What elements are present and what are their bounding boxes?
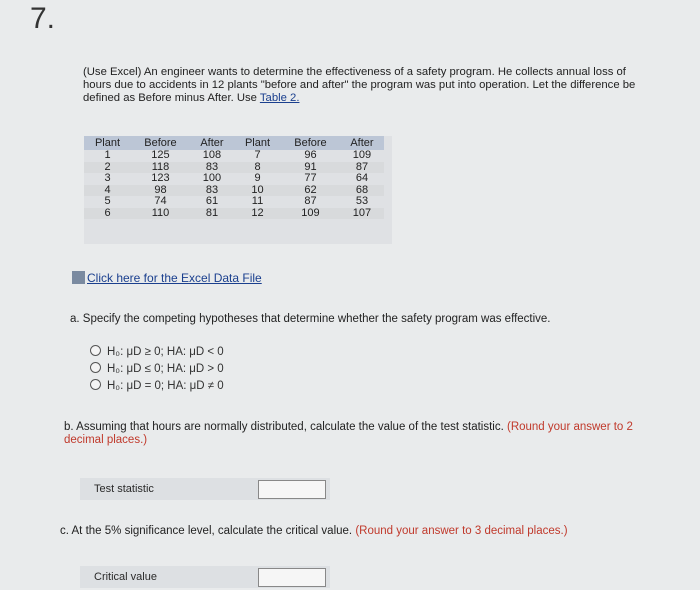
intro-text: (Use Excel) An engineer wants to determine the effectiveness of a safety program. He collects annual loss of hours due to accidents in 12 plants "before and after" the program was put into operation. Let the difference be defined as Before minus After. Use (83, 66, 636, 104)
table-cell: 108 (202, 149, 222, 161)
table-header-cell: Plant (84, 136, 131, 150)
table-cell: 109 (281, 208, 340, 220)
part-c-text: c. At the 5% significance level, calculate the critical value. (60, 525, 353, 537)
test-statistic-input[interactable] (258, 480, 326, 499)
table-cell: 87 (304, 195, 317, 207)
radio-button[interactable] (90, 345, 101, 356)
table-cell: 5 (104, 195, 111, 207)
hypothesis-option-2[interactable] (90, 362, 224, 375)
table-row (84, 185, 384, 197)
table-cell: 91 (281, 162, 340, 174)
table-cell: 77 (304, 172, 317, 184)
part-c-question (60, 525, 568, 537)
test-statistic-row (80, 478, 330, 500)
table-header-cell: Before (281, 136, 340, 150)
table-cell: 62 (281, 185, 340, 197)
radio-button[interactable] (90, 362, 101, 373)
excel-file-icon (72, 271, 85, 284)
test-statistic-label: Test statistic (94, 483, 154, 495)
table-link[interactable]: Table 2. (259, 92, 300, 104)
table-cell: 100 (202, 172, 222, 184)
part-b-text: b. Assuming that hours are normally distributed, calculate the value of the test statistic. (64, 421, 504, 433)
question-number: 7. (30, 2, 56, 35)
table-cell: 7 (254, 149, 261, 161)
table-cell: 11 (251, 195, 264, 207)
table-cell: 68 (340, 185, 384, 197)
table-header-cell: Before (131, 136, 190, 150)
table-cell: 110 (131, 208, 190, 220)
table-cell: 87 (340, 162, 384, 174)
critical-value-label: Critical value (94, 571, 157, 583)
part-b-question (64, 421, 634, 447)
table-cell: 98 (131, 185, 190, 197)
excel-link-label: Click here for the Excel Data File (87, 271, 262, 285)
table-cell: 123 (151, 172, 170, 184)
table-header-cell: After (190, 136, 234, 150)
hypothesis-option-1[interactable] (90, 345, 224, 358)
table-cell: 4 (84, 185, 131, 197)
table-cell: 83 (190, 162, 234, 174)
table-cell: 109 (352, 149, 372, 161)
table-row (84, 162, 384, 174)
table-cell: 83 (190, 185, 234, 197)
option-label: H₀: μD ≤ 0; HA: μD > 0 (107, 363, 224, 375)
table-cell: 10 (234, 185, 281, 197)
table-cell: 6 (84, 208, 131, 220)
table-row (84, 196, 384, 208)
part-a-question: a. Specify the competing hypotheses that determine whether the safety program was effective. (70, 313, 551, 325)
part-b-note: (Round your answer to 2 decimal places.) (64, 421, 633, 446)
table-cell: 96 (304, 149, 317, 161)
table-cell: 61 (205, 195, 219, 207)
table-cell: 81 (190, 208, 234, 220)
table-header-row (84, 136, 384, 150)
table-body (84, 150, 384, 219)
critical-value-input[interactable] (258, 568, 326, 587)
part-c-note: (Round your answer to 3 decimal places.) (355, 525, 568, 537)
table-header-cell: After (340, 136, 384, 150)
table-cell: 74 (154, 195, 167, 207)
problem-intro (83, 66, 643, 105)
radio-button[interactable] (90, 379, 101, 390)
table-row (84, 150, 384, 162)
table-cell: 8 (234, 162, 281, 174)
table-cell: 12 (234, 208, 281, 220)
table-cell: 1 (104, 149, 111, 161)
option-label: H₀: μD ≥ 0; HA: μD < 0 (107, 346, 224, 358)
table-cell: 3 (104, 172, 111, 184)
critical-value-row (80, 566, 330, 588)
table-cell: 53 (355, 195, 369, 207)
table-row (84, 208, 384, 220)
table-cell: 9 (254, 172, 261, 184)
data-table (84, 136, 392, 244)
table-row (84, 173, 384, 185)
hypothesis-option-3[interactable] (90, 379, 224, 392)
option-label: H₀: μD = 0; HA: μD ≠ 0 (107, 380, 224, 392)
excel-data-link[interactable] (72, 271, 262, 285)
table-cell: 118 (131, 162, 190, 174)
table-cell: 2 (84, 162, 131, 174)
table-cell: 64 (355, 172, 369, 184)
table-header-cell: Plant (234, 136, 281, 150)
table-cell: 107 (340, 208, 384, 220)
table-cell: 125 (151, 149, 170, 161)
